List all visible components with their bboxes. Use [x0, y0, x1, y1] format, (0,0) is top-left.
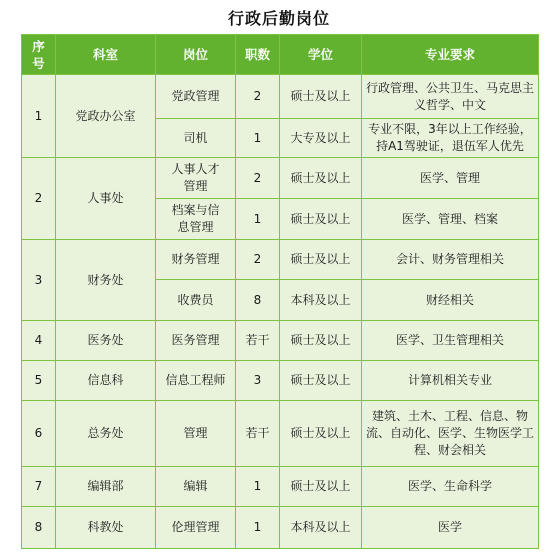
cell-dept: 党政办公室 [56, 75, 156, 158]
table-row [22, 401, 539, 467]
cell-requirement: 行政管理、公共卫生、马克思主义哲学、中文 [362, 75, 539, 119]
cell-degree: 硕士及以上 [280, 240, 362, 280]
cell-degree: 本科及以上 [280, 280, 362, 321]
cell-degree: 硕士及以上 [280, 158, 362, 199]
cell-position: 信息工程师 [156, 361, 236, 401]
cell-requirement: 计算机相关专业 [362, 361, 539, 401]
cell-no: 4 [22, 321, 56, 361]
table-row [22, 158, 539, 199]
table-row [22, 240, 539, 280]
cell-degree: 硕士及以上 [280, 321, 362, 361]
table-row [22, 507, 539, 549]
cell-position: 党政管理 [156, 75, 236, 119]
table-row [22, 321, 539, 361]
cell-requirement: 会计、财务管理相关 [362, 240, 539, 280]
cell-no: 3 [22, 240, 56, 321]
cell-dept: 人事处 [56, 158, 156, 240]
page-title: 行政后勤岗位 [227, 9, 330, 28]
cell-count: 1 [236, 199, 280, 240]
cell-dept: 信息科 [56, 361, 156, 401]
cell-requirement: 建筑、土木、工程、信息、物流、自动化、医学、生物医学工程、财会相关 [362, 401, 539, 467]
cell-requirement: 医学、卫生管理相关 [362, 321, 539, 361]
cell-position: 档案与信息管理 [156, 199, 236, 240]
cell-position: 编辑 [156, 467, 236, 507]
cell-requirement: 医学、生命科学 [362, 467, 539, 507]
cell-requirement: 专业不限，3年以上工作经验，持A1驾驶证，退伍军人优先 [362, 119, 539, 158]
cell-no: 2 [22, 158, 56, 240]
cell-degree: 硕士及以上 [280, 199, 362, 240]
table-row [22, 75, 539, 119]
cell-position: 医务管理 [156, 321, 236, 361]
cell-requirement: 财经相关 [362, 280, 539, 321]
cell-no: 5 [22, 361, 56, 401]
cell-degree: 本科及以上 [280, 507, 362, 549]
cell-degree: 硕士及以上 [280, 467, 362, 507]
cell-degree: 硕士及以上 [280, 75, 362, 119]
cell-no: 1 [22, 75, 56, 158]
cell-count: 2 [236, 75, 280, 119]
cell-dept: 科教处 [56, 507, 156, 549]
cell-degree: 硕士及以上 [280, 401, 362, 467]
table-row [22, 467, 539, 507]
header-count: 职数 [236, 35, 280, 75]
cell-count: 3 [236, 361, 280, 401]
cell-position: 司机 [156, 119, 236, 158]
cell-dept: 总务处 [56, 401, 156, 467]
header-requirement: 专业要求 [362, 35, 539, 75]
cell-position: 人事人才管理 [156, 158, 236, 199]
cell-count: 若干 [236, 401, 280, 467]
cell-count: 2 [236, 240, 280, 280]
cell-degree: 大专及以上 [280, 119, 362, 158]
header-degree: 学位 [280, 35, 362, 75]
cell-position: 伦理管理 [156, 507, 236, 549]
cell-position: 管理 [156, 401, 236, 467]
cell-degree: 硕士及以上 [280, 361, 362, 401]
cell-count: 2 [236, 158, 280, 199]
cell-count: 若干 [236, 321, 280, 361]
table-header-row [22, 35, 539, 75]
cell-requirement: 医学 [362, 507, 539, 549]
cell-position: 收费员 [156, 280, 236, 321]
cell-requirement: 医学、管理、档案 [362, 199, 539, 240]
header-no: 序号 [22, 35, 56, 75]
cell-position: 财务管理 [156, 240, 236, 280]
cell-no: 7 [22, 467, 56, 507]
cell-no: 6 [22, 401, 56, 467]
cell-count: 8 [236, 280, 280, 321]
header-dept: 科室 [56, 35, 156, 75]
cell-no: 8 [22, 507, 56, 549]
cell-count: 1 [236, 467, 280, 507]
cell-count: 1 [236, 507, 280, 549]
header-position: 岗位 [156, 35, 236, 75]
cell-requirement: 医学、管理 [362, 158, 539, 199]
cell-dept: 编辑部 [56, 467, 156, 507]
cell-count: 1 [236, 119, 280, 158]
cell-dept: 财务处 [56, 240, 156, 321]
table-row [22, 361, 539, 401]
cell-dept: 医务处 [56, 321, 156, 361]
positions-table [21, 34, 539, 549]
